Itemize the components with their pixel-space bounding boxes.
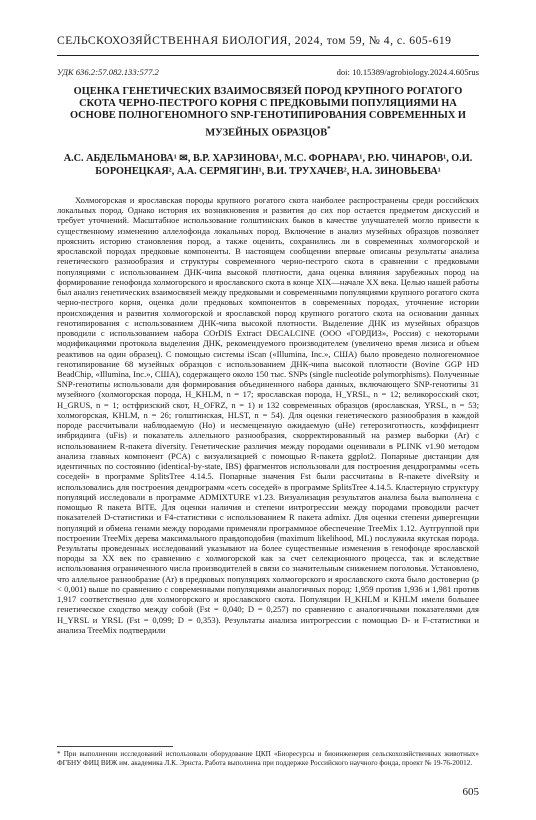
footnote: * При выполнении исследований использовали оборудование ЦКП «Биоресурсы и биоинженерия сельскохозяйственных животных» ФГБНУ ФИЦ ВИЖ им. академика Л.К. Эрнста. Работа выполнена при поддержке Российского научного фонда, проект № 19-76-20012.	[57, 750, 479, 767]
author-list: А.С. АБДЕЛЬМАНОВА¹ ✉, В.Р. ХАРЗИНОВА¹, М.С. ФОРНАРА¹, Р.Ю. ЧИНАРОВ¹, О.И. БОРОНЕЦКАЯ², А.А. СЕРМЯГИН¹, В.И. ТРУХАЧЕВ², Н.А. ЗИНОВЬЕВА¹	[63, 153, 473, 177]
abstract: Холмогорская и ярославская породы крупного рогатого скота наиболее распространены среди российских локальных пород. Однако история их возникновения и развития до сих пор остается предметом дискуссий и требует уточнений. Масштабное использование голштинских быков в качестве улучшателей могло привести к существенному изменению аллелофонда локальных пород. Включение в анализ музейных образцов позволяет прояснить историю становления пород, а также оценить, сохранились ли в современных холмогорской и ярославской породах предковые компоненты. В настоящем сообщении впервые описаны результаты анализа генетического разнообразия и структуры современного черно-пестрого скота в сравнении с предковыми популяциями с использованием ДНК-чипа высокой плотности, дана оценка влияния зарубежных пород на формирование генофонда холмогорского и ярославского скота в конце XIX—начале XX века. Целью нашей работы был анализ генетических взаимосвязей между предковыми и современными популяциями крупного рогатого скота черно-пестрого корня, оценка доли предковых компонентов в современных породах, уточнение истории происхождения и развития холмогорской и ярославской пород крупного рогатого скота на основании данных генотипирования с использованием ДНК-чипа высокой плотности. Выделение ДНК из музейных образцов проводили с использованием набора COrDIS Extract DECALCINE (ООО «ГОРДИЗ», Россия) с некоторыми модификациями протокола выделения ДНК, рекомендуемого производителем (увеличено время лизиса и объем реактивов на один образец). С помощью системы iScan («Illumina, Inc.», США) было проведено полногеномное генотипирование 68 музейных образцов с использованием ДНК-чипа высокой плотности (Bovine GGP HD BeadChip, «Illumina, Inc.», США), содержащего около 150 тыс. SNPs (single nucleotide polymorphisms). Полученные SNP-генотипы использовали для формирования объединенного набора данных, включающего SNP-генотипы 31 музейного (холмогорская порода, H_KHLM, n = 17; ярославская порода, H_YRSL, n = 12; великоросский скот, H_GRUS, n = 1; остфризский скот, H_OFRZ, n = 1) и 132 современных образцов (ярославская, YRSL, n = 53; холмогорская, KHLM, n = 26; голштинская, HLST, n = 54). Для оценки генетического разнообразия в каждой породе рассчитывали наблюдаемую (Ho) и несмещенную ожидаемую (uHe) гетерозиготность, коэффициент инбридинга (uFis) и показатель аллельного разнообразия, скорректированный на размер выборки (Ar) с использованием R-пакета diversity. Генетические различия между породами оценивали в PLINK v1.90 методом анализа главных компонент (PCA) с визуализацией с помощью R-пакета ggplot2. Попарные дистанции для идентичных по состоянию (identical-by-state, IBS) фрагментов использовали для построения дендрограммы «сеть соседей» в программе SplitsTree 4.14.5. Попарные значения Fst были рассчитаны в R-пакете diveRsity и использовались для построения дендрограмм «сеть соседей» в программе SplitsTree 4.14.5. Кластерную структуру популяций исследовали в программе ADMIXTURE v1.23. Визуализация результатов анализа была выполнена с помощью R пакета BITE. Для оценки наличия и степени интрогрессии между породами проводили расчет показателей D-статистики и F4-статистики с использованием R пакета admixr. Для оценки степени дивергенции популяций и обмена генами между породами применяли программное обеспечение TreeMix 1.12. Аутгруппой при построении TreeMix дерева максимального правдоподобия (maximum likelihood, ML) послужила якутская порода. Результаты проведенных исследований указывают на более существенные изменения в генофонде ярославской породы за XX век по сравнению с холмогорской как за счет селекционного процесса, так и вследствие использования ограниченного числа производителей в связи со значительным снижением поголовья. Установлено, что аллельное разнообразие (Ar) в предковых популяциях холмогорского и ярославского скота было достоверно (p < 0,001) выше по сравнению с современными популяциями аналогичных пород: 1,959 против 1,936 и 1,981 против 1,917 соответственно для холмогорского и ярославского скота. Популяции H_KHLM и KHLM имели большее генетическое сходство между собой (Fst = 0,040; D = 0,257) по сравнению с аналогичными показателями для H_YRSL и YRSL (Fst = 0,099; D = 0,353). Результаты анализа интрогрессии с помощью D- и F-статистики и анализа TreeMix подтвердили	[57, 195, 479, 635]
article-title-text: ОЦЕНКА ГЕНЕТИЧЕСКИХ ВЗАИМОСВЯЗЕЙ ПОРОД КРУПНОГО РОГАТОГО СКОТА ЧЕРНО-ПЕСТРОГО КОРНЯ С ПРЕДКОВЫМИ ПОПУЛЯЦИЯМИ НА ОСНОВЕ ПОЛНОГЕНОМНОГО SNP-ГЕНОТИПИРОВАНИЯ СОВРЕМЕННЫХ И МУЗЕЙНЫХ ОБРАЗЦОВ	[69, 86, 467, 139]
running-header	[57, 34, 479, 47]
article-title	[57, 86, 479, 139]
doi: doi: 10.15389/agrobiology.2024.4.605rus	[336, 67, 479, 77]
paper-page	[57, 0, 479, 820]
page-number: 605	[462, 786, 479, 798]
journal-header: СЕЛЬСКОХОЗЯЙСТВЕННАЯ БИОЛОГИЯ, 2024, том 59, № 4, с. 605-619	[57, 34, 452, 47]
footnote-rule	[57, 746, 173, 747]
udk-code: УДК 636.2:57.082.133:577.2	[57, 67, 159, 77]
title-footnote-mark: *	[327, 124, 331, 133]
meta-line	[57, 67, 479, 77]
header-rule	[57, 55, 479, 56]
